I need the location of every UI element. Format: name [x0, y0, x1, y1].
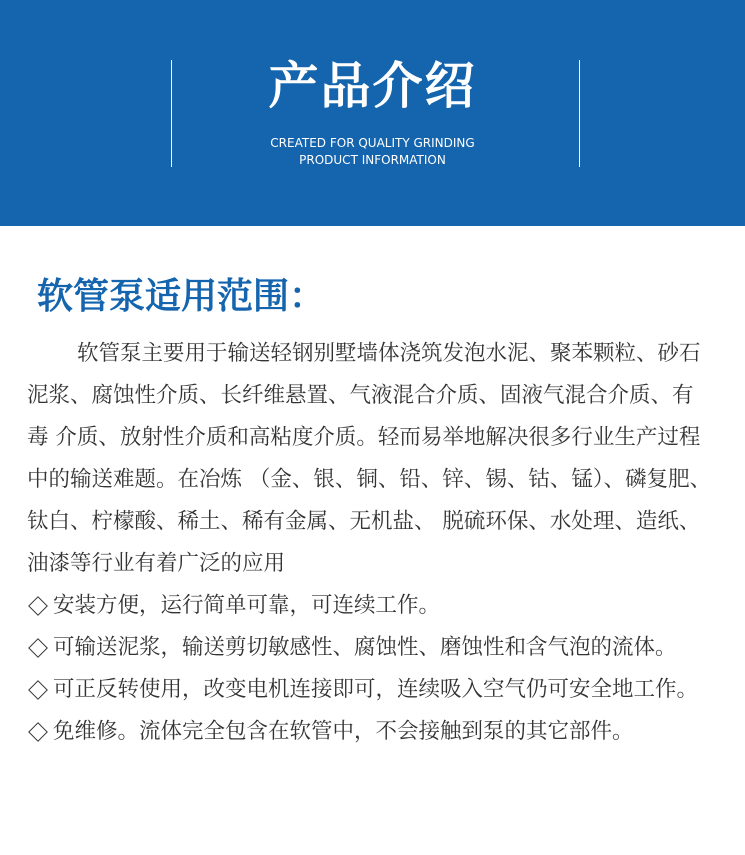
diamond-outline-icon — [28, 722, 48, 742]
diamond-outline-icon — [28, 596, 48, 616]
bullet-text: 免维修。流体完全包含在软管中，不会接触到泵的其它部件。 — [53, 719, 634, 744]
banner-subtitle-line2: PRODUCT INFORMATION — [299, 153, 446, 167]
bullet-item — [27, 627, 712, 669]
intro-paragraph: 软管泵主要用于输送轻钢别墅墙体浇筑发泡水泥、聚苯颗粒、砂石泥浆、腐蚀性介质、长纤维悬置、气液混合介质、固液气混合介质、有毒 介质、放射性介质和高粘度介质。轻而易举地解决很多行业生产过程中的输送难题。在冶炼 （金、银、铜、铅、锌、锡、钴、锰）、磷复肥、钛白、柠檬酸、稀土、稀有金属、无机盐、 脱硫环保、水处理、造纸、油漆等行业有着广泛的应用 — [27, 341, 712, 576]
diamond-outline-icon — [28, 680, 48, 700]
bullet-text: 可正反转使用，改变电机连接即可，连续吸入空气仍可安全地工作。 — [53, 677, 699, 702]
section-heading: 软管泵适用范围： — [37, 276, 326, 317]
bullet-item — [27, 711, 712, 753]
diamond-outline-icon — [28, 638, 48, 658]
bullet-text: 可输送泥浆，输送剪切敏感性、腐蚀性、磨蚀性和含气泡的流体。 — [53, 635, 677, 660]
bullet-item — [27, 669, 712, 711]
bullet-item — [27, 585, 712, 627]
banner-title: 产品介绍 — [268, 57, 477, 115]
bullet-text: 安装方便，运行简单可靠，可连续工作。 — [53, 593, 441, 618]
header-banner — [0, 0, 745, 226]
section-body — [27, 333, 712, 753]
banner-subtitle-line1: CREATED FOR QUALITY GRINDING — [270, 136, 475, 150]
